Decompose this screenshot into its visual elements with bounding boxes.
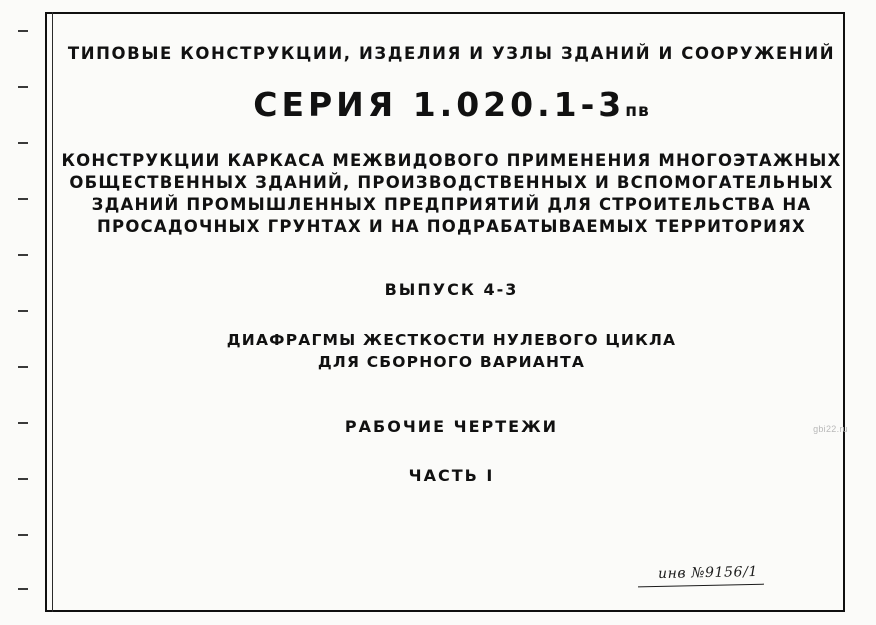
working-drawings-label: РАБОЧИЕ ЧЕРТЕЖИ	[344, 417, 559, 436]
subtitle-line-2: ДЛЯ СБОРНОГО ВАРИАНТА	[317, 353, 586, 371]
sheet-inner-rule	[52, 12, 53, 612]
issue-number: ВЫПУСК 4-3	[384, 280, 519, 299]
document-subtitle	[60, 329, 843, 373]
subtitle-line-1: ДИАФРАГМЫ ЖЕСТКОСТИ НУЛЕВОГО ЦИКЛА	[226, 331, 677, 349]
title-block	[60, 12, 843, 610]
document-description	[60, 150, 843, 238]
series-number: СЕРИЯ 1.020.1-3	[253, 85, 626, 124]
description-line-4: ПРОСАДОЧНЫХ ГРУНТАХ И НА ПОДРАБАТЫВАЕМЫХ ТЕРРИТОРИЯХ	[97, 217, 806, 236]
document-header: ТИПОВЫЕ КОНСТРУКЦИИ, ИЗДЕЛИЯ И УЗЛЫ ЗДАНИЙ И СООРУЖЕНИЙ	[67, 44, 836, 63]
watermark: gbi22.ru	[813, 424, 848, 434]
description-line-3: ЗДАНИЙ ПРОМЫШЛЕННЫХ ПРЕДПРИЯТИЙ ДЛЯ СТРОИТЕЛЬСТВА НА	[91, 195, 812, 214]
inventory-number: инв №9156/1	[657, 563, 759, 583]
series-title	[60, 85, 843, 124]
part-label: ЧАСТЬ I	[408, 466, 495, 485]
description-line-1: КОНСТРУКЦИИ КАРКАСА МЕЖВИДОВОГО ПРИМЕНЕНИЯ МНОГОЭТАЖНЫХ	[61, 151, 842, 170]
binding-marks	[18, 30, 28, 590]
series-suffix: пв	[625, 101, 650, 121]
description-line-2: ОБЩЕСТВЕННЫХ ЗДАНИЙ, ПРОИЗВОДСТВЕННЫХ И ВСПОМОГАТЕЛЬНЫХ	[69, 173, 834, 192]
